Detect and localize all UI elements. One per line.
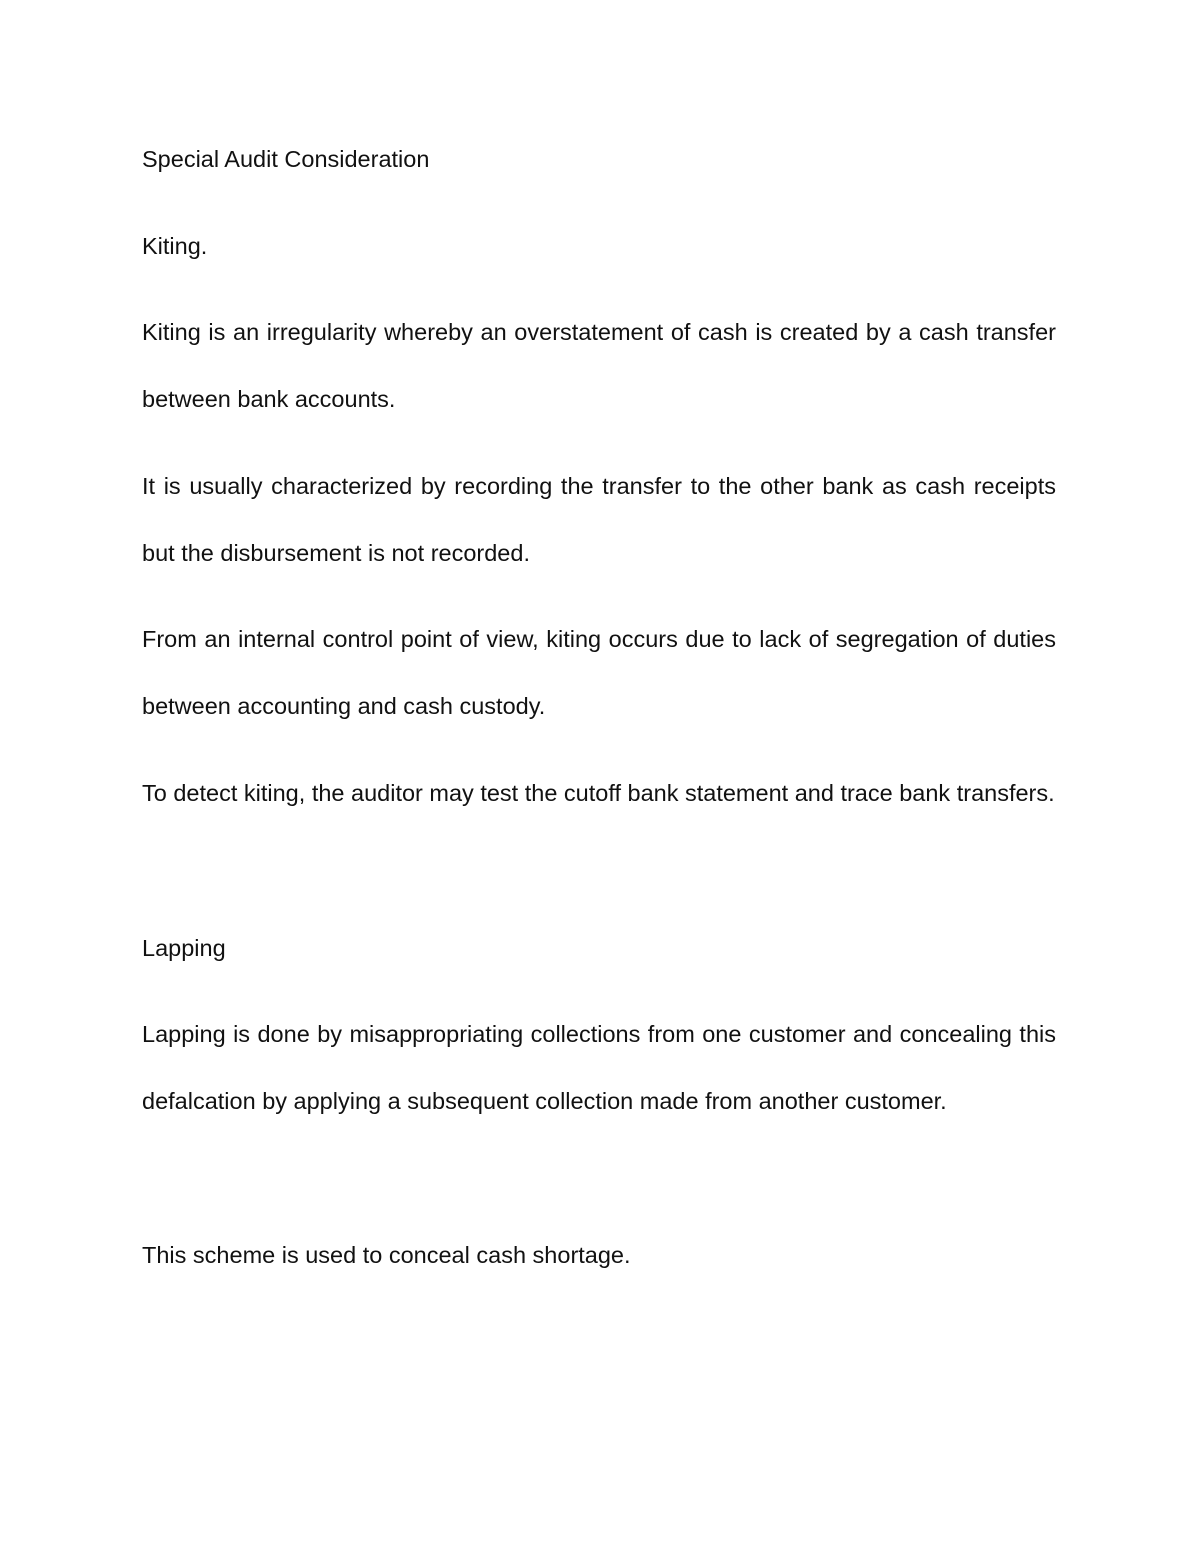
section-heading-kiting: Kiting. (142, 233, 208, 259)
paragraph-lapping-purpose: This scheme is used to conceal cash shortage. (142, 1242, 631, 1268)
paragraph-lapping-definition: Lapping is done by misappropriating collections from one customer and concealing this defalcation by applying a subsequent collection made from another customer. (142, 1021, 1056, 1114)
paragraph-kiting-characteristics: It is usually characterized by recording the transfer to the other bank as cash receipts but the disbursement is not recorded. (142, 473, 1056, 566)
section-heading-lapping: Lapping (142, 935, 226, 961)
paragraph-kiting-detection: To detect kiting, the auditor may test the cutoff bank statement and trace bank transfers. (142, 780, 1055, 806)
document-title: Special Audit Consideration (142, 146, 430, 172)
paragraph-kiting-definition: Kiting is an irregularity whereby an overstatement of cash is created by a cash transfer between bank accounts. (142, 319, 1056, 412)
paragraph-kiting-internal-control: From an internal control point of view, kiting occurs due to lack of segregation of duties between accounting and cash custody. (142, 626, 1056, 719)
